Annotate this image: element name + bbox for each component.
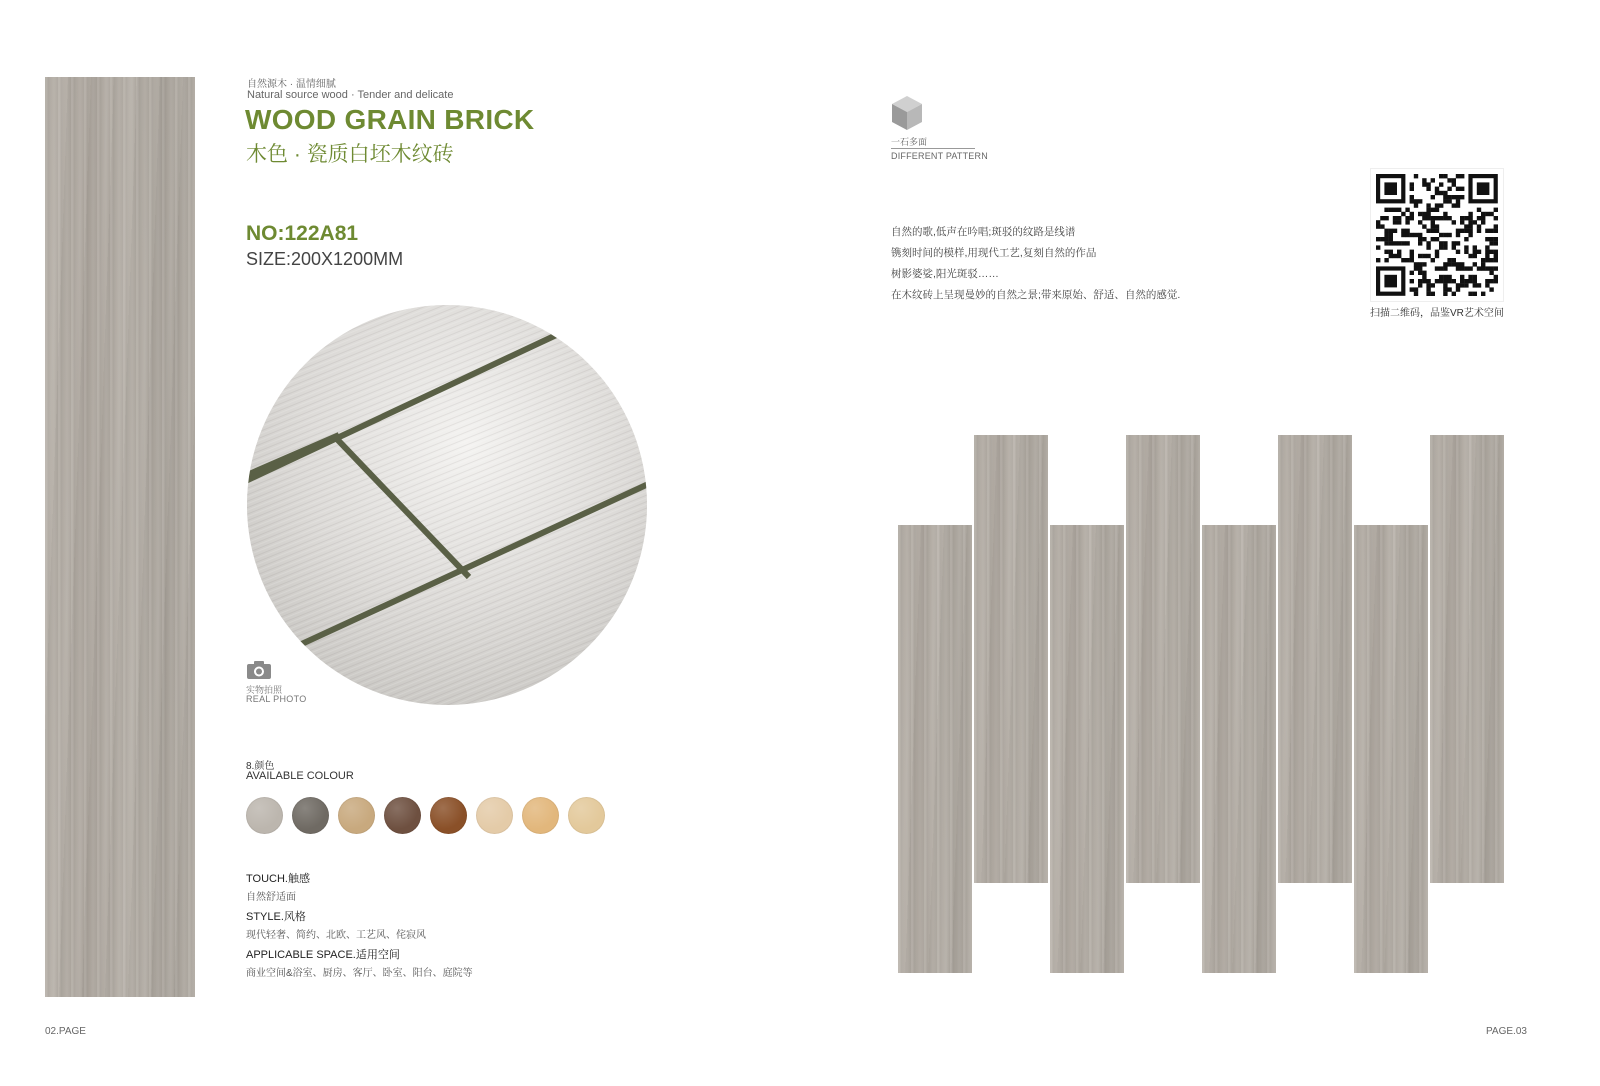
pattern-label-cn: 一石多面 (891, 137, 928, 147)
colour-swatch[interactable] (568, 797, 605, 834)
subtitle-cn: 自然源木 · 温情细腻 (247, 79, 336, 90)
spec-space (246, 946, 473, 979)
real-photo-label-cn: 实物拍照 (246, 685, 283, 695)
spec-body: 商业空间&浴室、厨房、客厅、卧室、阳台、庭院等 (246, 968, 473, 979)
poem-line: 在木纹砖上呈现曼妙的自然之景;带来原始、舒适、自然的感觉. (891, 289, 1181, 301)
pattern-plank (1430, 435, 1504, 883)
page-title-cn: 木色 · 瓷质白坯木纹砖 (246, 143, 454, 166)
spec-touch (246, 870, 310, 903)
page-title: WOOD GRAIN BRICK (245, 104, 535, 135)
poem-line: 自然的歌,低声在吟唱;斑驳的纹路是线谱 (891, 226, 1076, 238)
colour-swatch[interactable] (384, 797, 421, 834)
pattern-plank (1354, 525, 1428, 973)
spec-heading: TOUCH.触感 (246, 873, 310, 885)
cube-icon (890, 95, 924, 131)
page-number-left: 02.PAGE (45, 1026, 86, 1037)
qr-caption: 扫描二维码，品鉴VR艺术空间 (1370, 308, 1504, 319)
colour-swatch[interactable] (292, 797, 329, 834)
product-size: SIZE:200X1200MM (246, 249, 404, 269)
colour-swatch[interactable] (246, 797, 283, 834)
poem-text (891, 222, 1180, 306)
product-number: NO:122A81 (246, 222, 359, 245)
pattern-plank (898, 525, 972, 973)
camera-icon (246, 660, 272, 680)
poem-line: 树影婆娑,阳光斑驳…… (891, 268, 999, 280)
colour-swatch[interactable] (476, 797, 513, 834)
colour-swatches (246, 797, 605, 834)
pattern-plank (1278, 435, 1352, 883)
poem-line: 镌刻时间的模样,用现代工艺,复刻自然的作品 (891, 247, 1097, 259)
spec-style (246, 908, 426, 941)
colour-swatch[interactable] (430, 797, 467, 834)
pattern-plank (1202, 525, 1276, 973)
real-photo-label-en: REAL PHOTO (246, 694, 307, 704)
spec-body: 现代轻奢、简约、北欧、工艺风、侘寂风 (246, 930, 426, 941)
real-photo-circle (247, 305, 647, 705)
spec-heading: APPLICABLE SPACE.适用空间 (246, 949, 400, 961)
pattern-label-en: DIFFERENT PATTERN (891, 151, 988, 161)
colour-swatch[interactable] (522, 797, 559, 834)
wood-plank-sample (45, 77, 195, 997)
subtitle-en: Natural source wood · Tender and delicate (247, 89, 454, 101)
pattern-plank (1050, 525, 1124, 973)
page-number-right: PAGE.03 (1486, 1026, 1527, 1037)
pattern-plank (1126, 435, 1200, 883)
pattern-plank (974, 435, 1048, 883)
available-colour-label: AVAILABLE COLOUR (246, 770, 354, 782)
divider (891, 148, 975, 149)
colour-swatch[interactable] (338, 797, 375, 834)
qr-code[interactable] (1370, 168, 1504, 302)
colour-count: 8.颜色 (246, 761, 275, 772)
spec-heading: STYLE.风格 (246, 911, 306, 923)
spec-body: 自然舒适面 (246, 892, 296, 903)
